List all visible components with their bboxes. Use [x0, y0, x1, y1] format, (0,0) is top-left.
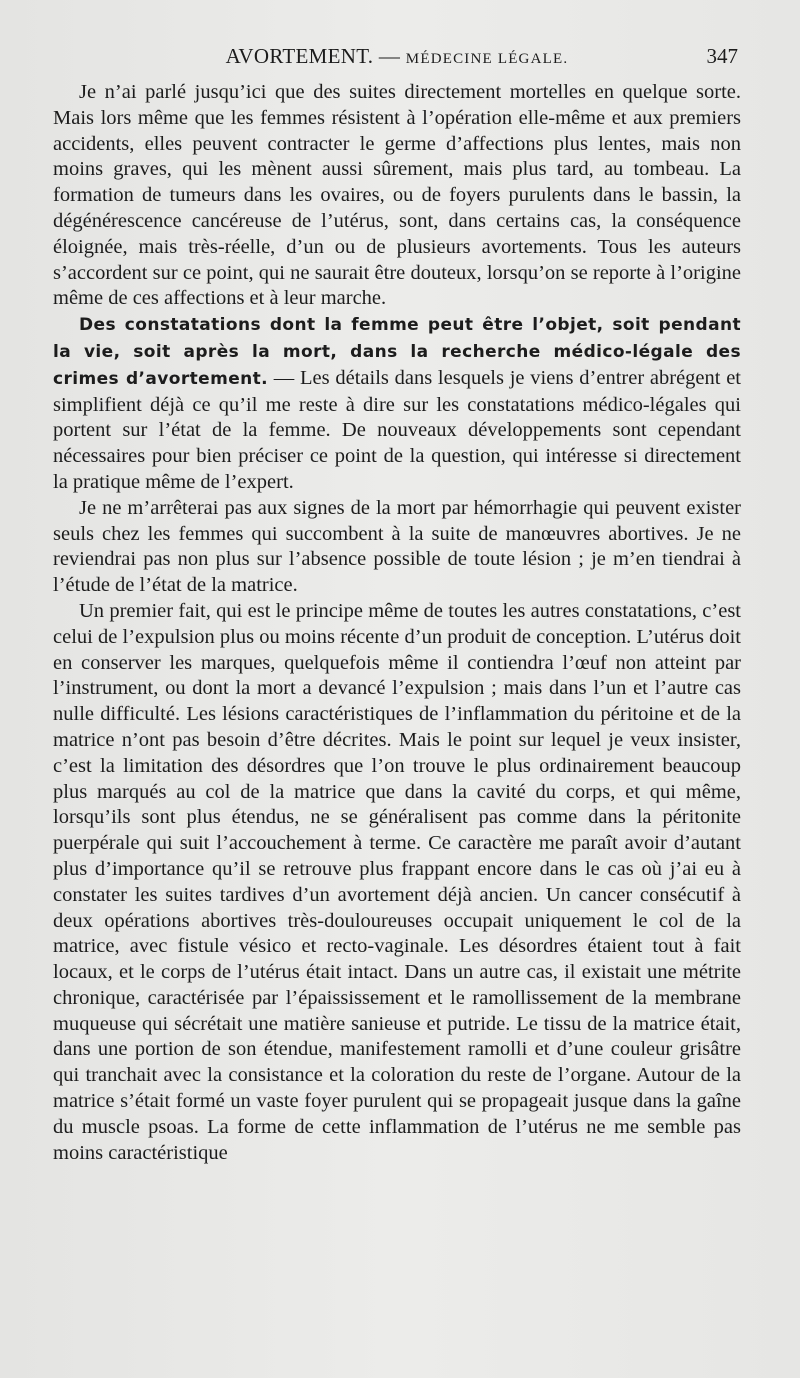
paragraph-text: Je ne m’arrêterai pas aux signes de la mort par hémorrhagie qui peuvent exister seuls chez les femmes qui succombent à la suite de manœuvres abortives. Je ne reviendrai pas non plus sur l’absence possible de toute lésion ; je m’en tiendrai à l’étude de l’état de la matrice.: [53, 496, 741, 597]
header-dash: —: [378, 44, 401, 68]
paragraph: [53, 312, 741, 496]
body-text: [53, 80, 741, 1166]
paragraph-text: — Les détails dans lesquels je viens d’entrer abrégent et simplifient déjà ce qu’il me reste à dire sur les constatations médico-légales qui portent sur l’état de la femme. De nouveaux développements sont cependant nécessaires pour bien préciser ce point de la question, qui intéresse si directement la pratique même de l’expert.: [53, 366, 741, 493]
header-title: AVORTEMENT.: [225, 44, 374, 68]
section-heading: Des constatations dont la femme peut être l’objet, soit pendant la vie, soit après la mort, dans la recherche médico-légale des crimes d’avortement.: [53, 315, 741, 389]
page-number: 347: [706, 44, 738, 68]
paragraph-text: Je n’ai parlé jusqu’ici que des suites directement mortelles en quelque sorte. Mais lors même que les femmes résistent à l’opération elle-même et aux premiers accidents, elles peuvent contracter le germe d’affections plus lentes, mais non moins graves, qui les mènent aussi sûrement, mais plus tard, au tombeau. La formation de tumeurs dans les ovaires, ou de foyers purulents dans le bassin, la dégénérescence cancéreuse de l’utérus, sont, dans certains cas, la conséquence éloignée, mais très-réelle, d’un ou de plusieurs avortements. Tous les auteurs s’accordent sur ce point, qui ne saurait être douteux, lorsqu’on se reporte à l’origine même de ces affections et à leur marche.: [53, 81, 741, 310]
paragraph-text: Un premier fait, qui est le principe même de toutes les autres constatations, c’est celui de l’expulsion plus ou moins récente d’un produit de conception. L’utérus doit en conserver les marques, quelquefois même il contiendra l’œuf non atteint par l’instrument, ou dont la mort a devancé l’expulsion ; mais dans l’un et l’autre cas nulle difficulté. Les lésions caractéristiques de l’inflammation du péritoine et de la matrice n’ont pas besoin d’être décrites. Mais le point sur lequel je veux insister, c’est la limitation des désordres que l’on trouve le plus ordinairement beaucoup plus marqués au col de la matrice que dans la cavité du corps, et qui même, lorsqu’ils sont plus étendus, ne se généralisent pas comme dans la péritonite puerpérale qui suit l’accouchement à terme. Ce caractère me paraît avoir d’autant plus d’importance qu’il se retrouve plus frappant encore dans le cas où j’ai eu à constater les suites tardives d’un avortement déjà ancien. Un cancer consécutif à deux opérations abortives très-douloureuses occupait uniquement le col de la matrice, avec fistule vésico et recto-vaginale. Les désordres étaient tout à fait locaux, et le corps de l’utérus était intact. Dans un autre cas, il existait une métrite chronique, caractérisée par l’épaississement et le ramollissement de la membrane muqueuse qui sécrétait une matière sanieuse et putride. Le tissu de la matrice était, dans une portion de son étendue, manifestement ramolli et d’une couleur grisâtre qui tranchait avec la consistance et la coloration du reste de l’organe. Autour de la matrice s’était formé un vaste foyer purulent qui se propageait jusque dans la gaîne du muscle psoas. La forme de cette inflammation de l’utérus ne me semble pas moins caractéristique: [53, 599, 741, 1164]
paragraph: [53, 496, 741, 599]
paragraph: [53, 80, 741, 312]
paragraph: [53, 599, 741, 1167]
running-header: [52, 44, 742, 74]
running-title: [52, 44, 742, 69]
header-subtitle: MÉDECINE LÉGALE.: [405, 51, 569, 67]
